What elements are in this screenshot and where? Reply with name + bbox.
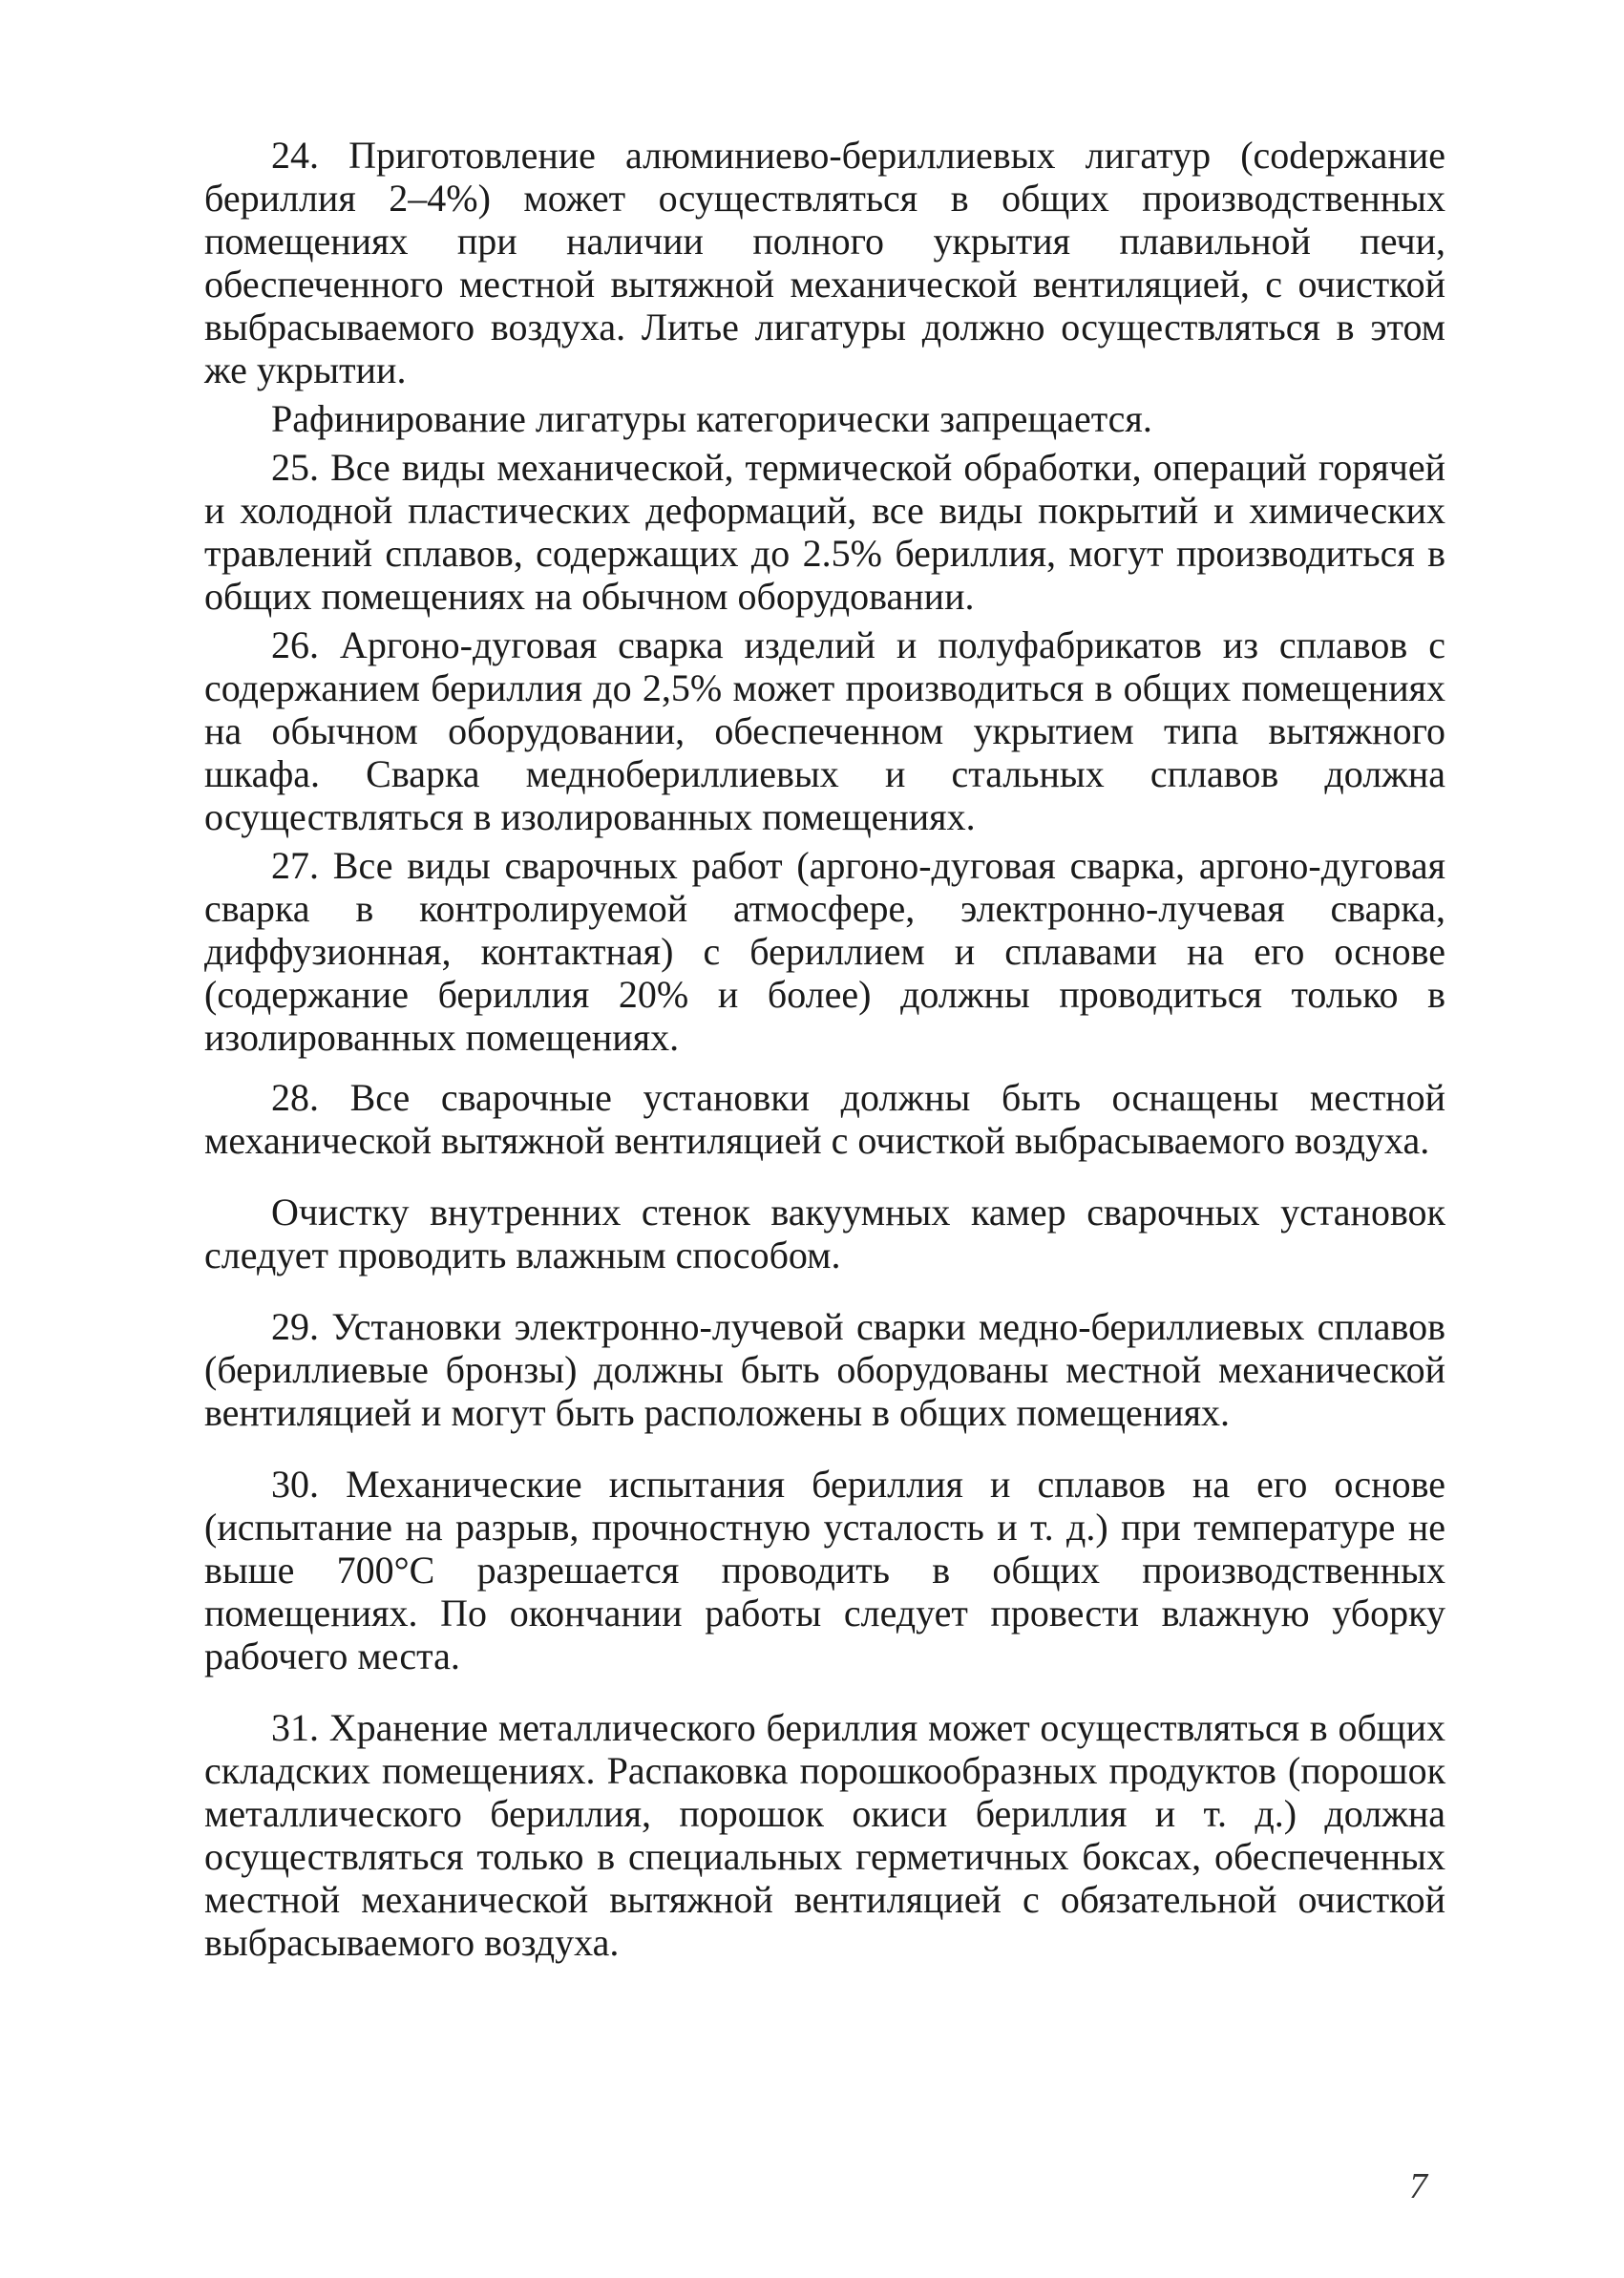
paragraph-27: 27. Все виды сварочных работ (аргоно-дуговая сварка, аргоно-дуговая сварка в контролируемой атмосфере, электронно-лучевая сварка, диффузионная, контактная) с бериллием и сплавами на его основе (содержание бериллия 20% и более) должны проводиться только в изолированных помещениях. — [204, 844, 1445, 1059]
paragraph-26: 26. Аргоно-дуговая сварка изделий и полуфабрикатов из сплавов с содержанием бериллия до 2,5% может производиться в общих помещениях на обычном оборудовании, обеспеченном укрытием типа вытяжного шкафа. Сварка меднобериллиевых и стальных сплавов должна осуществляться в изолированных помещениях. — [204, 623, 1445, 838]
paragraph-28: 28. Все сварочные установки должны быть оснащены местной механической вытяжной вентиляцией с очисткой выбрасываемого воздуха. — [204, 1076, 1445, 1162]
paragraph-28-cleaning: Очистку внутренних стенок вакуумных камер сварочных установок следует проводить влажным способом. — [204, 1191, 1445, 1276]
paragraph-25: 25. Все виды механической, термической обработки, операций горячей и холодной пластических деформаций, все виды покрытий и химических травлений сплавов, содержащих до 2.5% бериллия, могут производиться в общих помещениях на обычном оборудовании. — [204, 446, 1445, 618]
paragraph-29: 29. Установки электронно-лучевой сварки медно-бериллиевых сплавов (бериллиевые бронзы) должны быть оборудованы местной механической вентиляцией и могут быть расположены в общих помещениях. — [204, 1305, 1445, 1434]
document-page — [204, 134, 1445, 1964]
paragraph-31: 31. Хранение металлического бериллия может осуществляться в общих складских помещениях. Распаковка порошкообразных продуктов (порошок металлического бериллия, порошок окиси бериллия и т. д.) должна осуществляться только в специальных герметичных боксах, обеспеченных местной механической вытяжной вентиляцией с обязательной очисткой выбрасываемого воздуха. — [204, 1706, 1445, 1964]
paragraph-30: 30. Механические испытания бериллия и сплавов на его основе (испытание на разрыв, прочностную усталость и т. д.) при температуре не выше 700°С разрешается проводить в общих производственных помещениях. По окончании работы следует провести влажную уборку рабочего места. — [204, 1463, 1445, 1677]
page-number: 7 — [1409, 2166, 1427, 2206]
paragraph-24: 24. Приготовление алюминиево-бериллиевых лигатур (соdержание бериллия 2–4%) может осуществляться в общих производственных помещениях при наличии полного укрытия плавильной печи, обеспеченного местной вытяжной механической вентиляцией, с очисткой выбрасываемого воздуха. Литье лигатуры должно осуществляться в этом же укрытии. — [204, 134, 1445, 391]
paragraph-24-refining: Рафинирование лигатуры категорически запрещается. — [271, 397, 1152, 440]
